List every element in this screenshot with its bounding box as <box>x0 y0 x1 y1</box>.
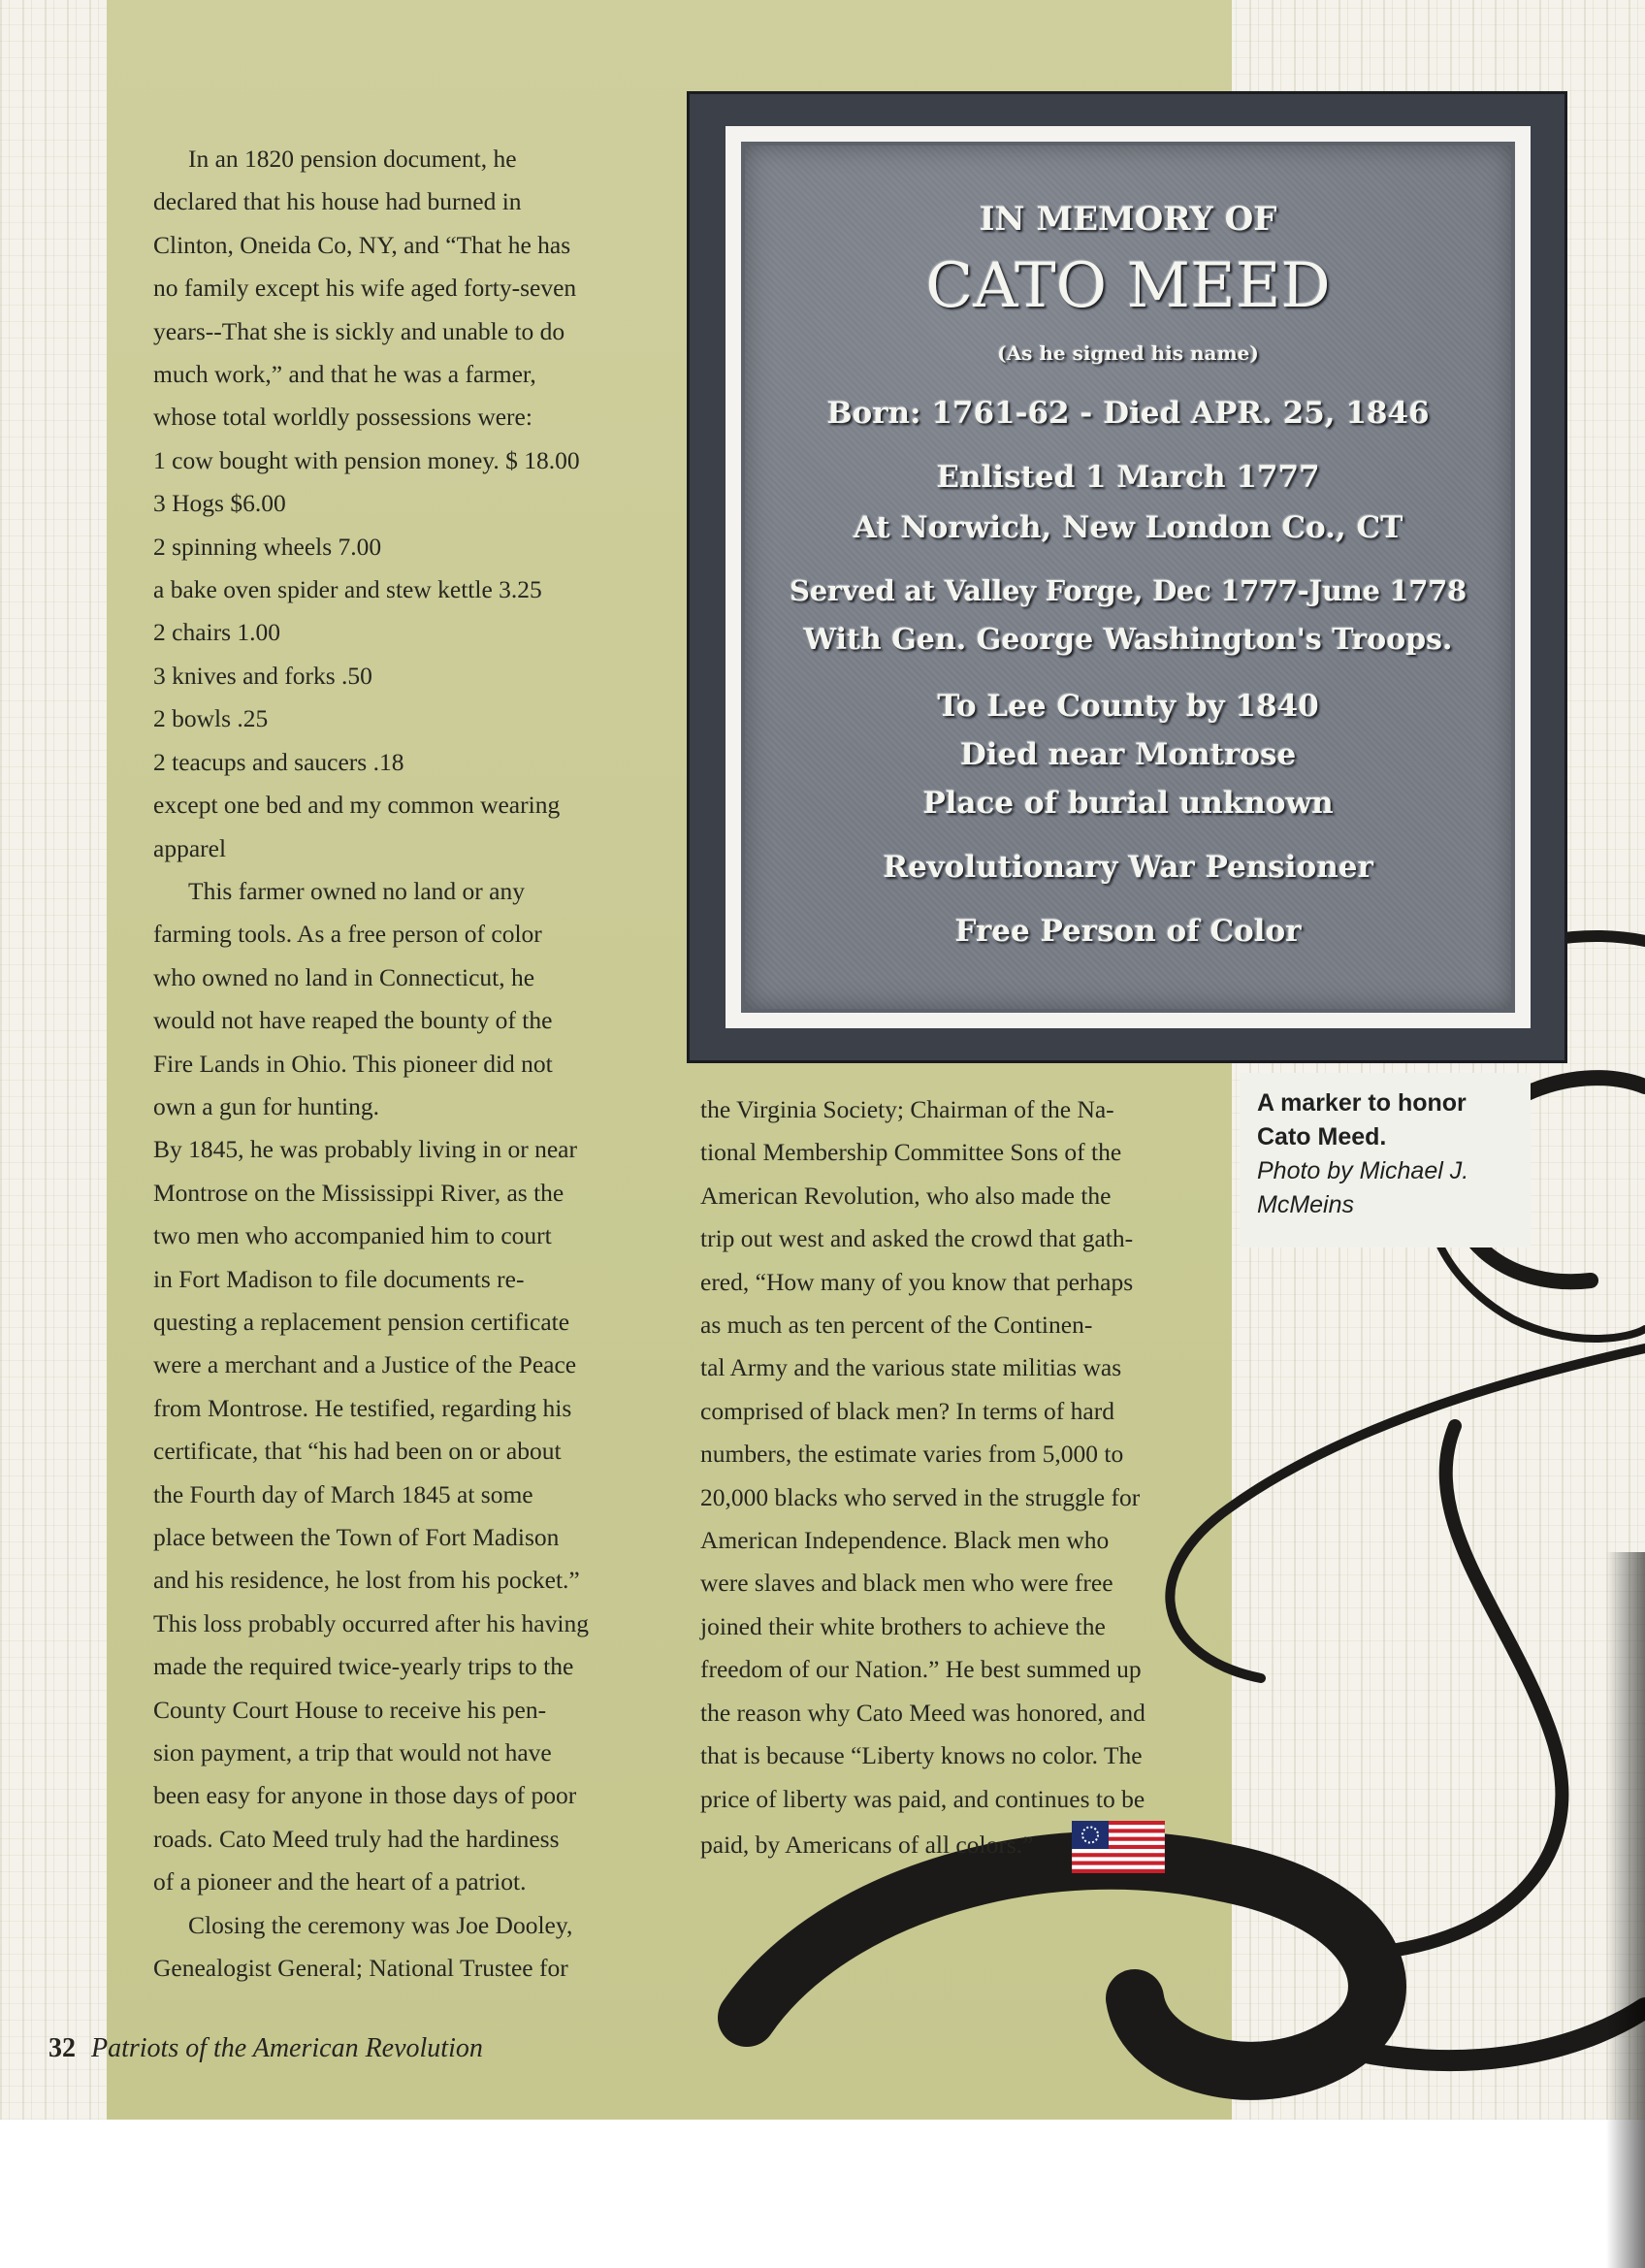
possession-item: 2 teacups and saucers .18 <box>153 747 404 776</box>
scan-edge-shadow <box>1606 1552 1645 2268</box>
text-line: of a pioneer and the heart of a patriot. <box>153 1867 527 1896</box>
plaque-pensioner: Revolutionary War Pensioner <box>883 850 1373 885</box>
text-line: declared that his house had burned in <box>153 187 522 216</box>
text-line: were slaves and black men who were free <box>700 1569 1113 1598</box>
text-line: that is because “Liberty knows no color. The <box>700 1741 1143 1770</box>
text-line: numbers, the estimate varies from 5,000 to <box>700 1440 1124 1469</box>
plaque-enlisted: Enlisted 1 March 1777 <box>936 460 1320 495</box>
page-bottom-margin <box>0 2120 1645 2268</box>
plaque-county: To Lee County by 1840 <box>937 689 1319 724</box>
plaque-died-near: Died near Montrose <box>959 737 1297 772</box>
text-line: much work,” and that he was a farmer, <box>153 360 536 389</box>
text-line: This farmer owned no land or any <box>188 876 525 905</box>
text-line: joined their white brothers to achieve the <box>700 1611 1106 1640</box>
text-line: questing a replacement pension certificate <box>153 1307 570 1336</box>
middle-text-column <box>700 1088 1205 1873</box>
text-line: Fire Lands in Ohio. This pioneer did not <box>153 1049 553 1078</box>
text-line: no family except his wife aged forty-seven <box>153 274 577 303</box>
text-line: roads. Cato Meed truly had the hardiness <box>153 1824 560 1853</box>
text-line: Montrose on the Mississippi River, as the <box>153 1178 564 1207</box>
possession-item: 3 knives and forks .50 <box>153 661 372 690</box>
text-line: whose total worldly possessions were: <box>153 403 532 432</box>
text-line: comprised of black men? In terms of hard <box>700 1396 1114 1425</box>
text-line-end: paid, by Americans of all colors.” <box>700 1830 1034 1859</box>
betsy-ross-flag-icon <box>1072 1821 1165 1873</box>
text-line: Clinton, Oneida Co, NY, and “That he has <box>153 230 571 259</box>
text-line: sion payment, a trip that would not have <box>153 1738 552 1767</box>
text-line: tional Membership Committee Sons of the <box>700 1138 1122 1167</box>
text-line: price of liberty was paid, and continues to be <box>700 1784 1145 1813</box>
possession-item: except one bed and my common wearing <box>153 791 561 820</box>
text-line: farming tools. As a free person of color <box>153 920 542 949</box>
text-line: the Virginia Society; Chairman of the Na- <box>700 1095 1114 1123</box>
caption-credit-line1: Photo by Michael J. <box>1257 1157 1469 1184</box>
text-line: the Fourth day of March 1845 at some <box>153 1479 533 1508</box>
text-line: This loss probably occurred after his having <box>153 1608 589 1637</box>
plaque-color: Free Person of Color <box>954 914 1302 949</box>
plaque-served: Served at Valley Forge, Dec 1777-June 1778 <box>790 574 1467 607</box>
plaque-note: (As he signed his name) <box>997 341 1259 365</box>
text-line: and his residence, he lost from his pocket.” <box>153 1566 580 1595</box>
text-line: American Independence. Black men who <box>700 1526 1110 1555</box>
possession-item: 1 cow bought with pension money. $ 18.00 <box>153 445 580 474</box>
plaque-enlist-place: At Norwich, New London Co., CT <box>853 510 1403 545</box>
text-line: years--That she is sickly and unable to do <box>153 316 565 345</box>
text-line: trip out west and asked the crowd that gath- <box>700 1224 1134 1253</box>
text-line: from Montrose. He testified, regarding his <box>153 1393 572 1422</box>
text-line: Genealogist General; National Trustee for <box>153 1954 568 1983</box>
page-footer <box>48 2033 483 2064</box>
text-line: tal Army and the various state militias was <box>700 1353 1122 1382</box>
magazine-title: Patriots of the American Revolution <box>91 2033 483 2063</box>
text-line: freedom of our Nation.” He best summed up <box>700 1655 1142 1684</box>
text-line: two men who accompanied him to court <box>153 1221 552 1250</box>
text-line: Closing the ceremony was Joe Dooley, <box>188 1910 573 1939</box>
plaque-troops: With Gen. George Washington's Troops. <box>803 623 1453 657</box>
text-line: made the required twice-yearly trips to the <box>153 1652 574 1681</box>
plaque-name: CATO MEED <box>925 250 1331 322</box>
text-line: been easy for anyone in those days of poor <box>153 1781 577 1810</box>
caption-title-line2: Cato Meed. <box>1257 1123 1387 1150</box>
possession-item: 2 bowls .25 <box>153 704 269 733</box>
possession-item: 3 Hogs $6.00 <box>153 489 286 518</box>
text-line: certificate, that “his had been on or about <box>153 1437 562 1466</box>
text-line: By 1845, he was probably living in or near <box>153 1135 577 1164</box>
left-text-column <box>153 138 651 1990</box>
possession-item: apparel <box>153 833 227 862</box>
text-line: 20,000 blacks who served in the struggle for <box>700 1482 1141 1511</box>
text-line: who owned no land in Connecticut, he <box>153 962 535 991</box>
possession-item: a bake oven spider and stew kettle 3.25 <box>153 575 542 604</box>
text-line: place between the Town of Fort Madison <box>153 1523 560 1551</box>
text-line: In an 1820 pension document, he <box>188 145 517 173</box>
text-line: County Court House to receive his pen- <box>153 1695 547 1724</box>
caption-credit-line2: McMeins <box>1257 1191 1355 1218</box>
text-line-last <box>700 1821 1205 1873</box>
plaque-heading: IN MEMORY OF <box>979 200 1277 239</box>
text-line: as much as ten percent of the Continen- <box>700 1311 1093 1340</box>
text-line: American Revolution, who also made the <box>700 1181 1112 1210</box>
plaque-born-died: Born: 1761-62 - Died APR. 25, 1846 <box>826 396 1430 431</box>
text-line: ered, “How many of you know that perhaps <box>700 1267 1134 1296</box>
possession-item: 2 spinning wheels 7.00 <box>153 532 382 561</box>
text-line: would not have reaped the bounty of the <box>153 1006 553 1035</box>
memorial-plaque <box>741 142 1515 1013</box>
text-line: own a gun for hunting. <box>153 1091 380 1120</box>
text-line: in Fort Madison to file documents re- <box>153 1264 525 1293</box>
page-number: 32 <box>48 2033 76 2063</box>
photo-caption <box>1240 1073 1531 1247</box>
text-line: were a merchant and a Justice of the Peace <box>153 1350 577 1379</box>
possession-item: 2 chairs 1.00 <box>153 618 281 647</box>
text-line: the reason why Cato Meed was honored, and <box>700 1698 1145 1727</box>
caption-title-line1: A marker to honor <box>1257 1089 1467 1117</box>
plaque-burial: Place of burial unknown <box>922 786 1334 821</box>
